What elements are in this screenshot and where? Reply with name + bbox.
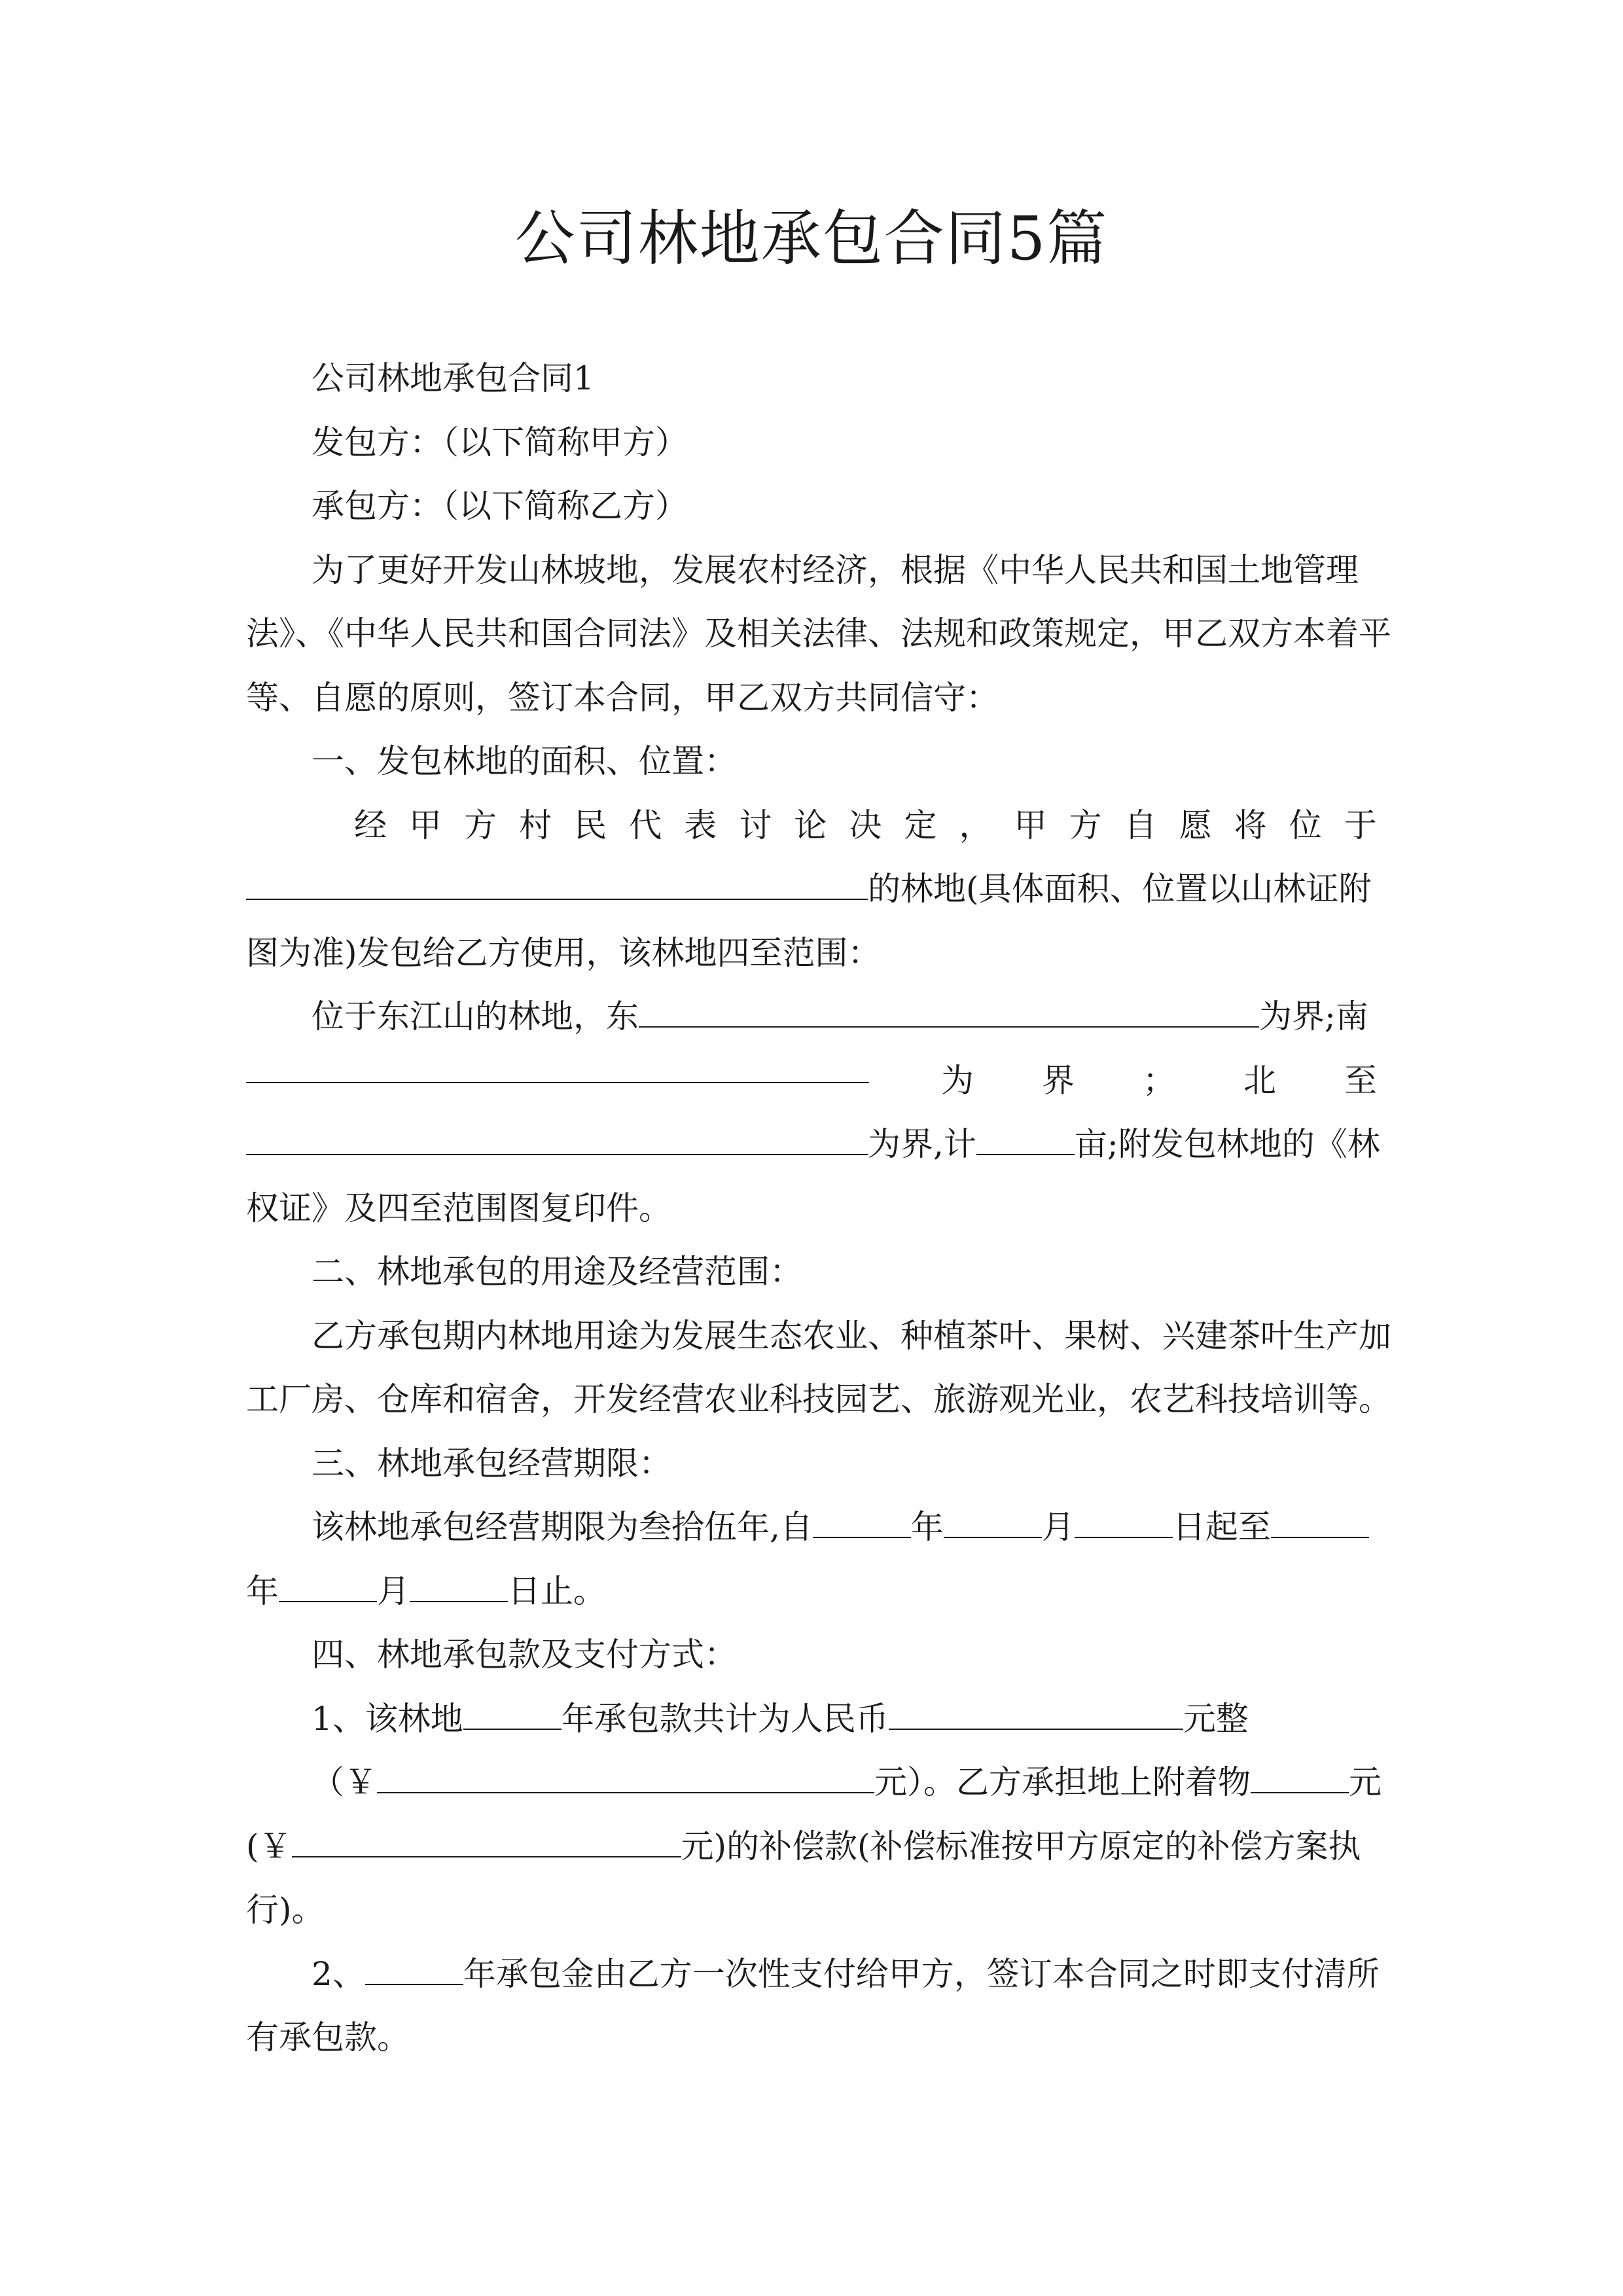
payment-line-6: 有承包款。 bbox=[246, 2018, 410, 2056]
item1-prefix: 1、该林地 bbox=[312, 1699, 463, 1738]
contract-heading: 公司林地承包合同1 bbox=[312, 359, 594, 397]
spaced-char: 甲 bbox=[409, 806, 442, 844]
spaced-char: ， bbox=[959, 806, 992, 844]
clause1-location-line bbox=[246, 857, 1377, 922]
spaced-char: 表 bbox=[684, 806, 717, 844]
spaced-char: 将 bbox=[1234, 806, 1267, 844]
location-suffix: 的林地(具体面积、位置以山林证附 bbox=[868, 870, 1372, 908]
term-prefix: 该林地承包经营期限为叁拾伍年,自 bbox=[312, 1508, 813, 1546]
yuan-label: 元 bbox=[1349, 1763, 1382, 1801]
south-spaced-text bbox=[869, 1049, 1377, 1113]
mu-suffix: 亩;附发包林地的《林 bbox=[1074, 1125, 1380, 1163]
document-title: 公司林地承包合同5篇 bbox=[514, 204, 1109, 274]
clause2-title: 二、林地承包的用途及经营范围： bbox=[312, 1253, 802, 1291]
item1-suffix: 元整 bbox=[1183, 1699, 1249, 1738]
contract-body bbox=[246, 347, 1391, 2070]
comp-suffix: 元)的补偿款(补偿标准按甲方原定的补偿方案执 bbox=[681, 1827, 1361, 1865]
yen-open-2: (￥ bbox=[246, 1827, 292, 1865]
spaced-char: 于 bbox=[1344, 806, 1377, 844]
end-year-blank bbox=[1271, 1504, 1369, 1538]
year-label-2: 年 bbox=[246, 1571, 279, 1610]
year-label: 年 bbox=[910, 1508, 944, 1546]
end-day-blank bbox=[410, 1568, 508, 1602]
party-a-line: 发包方：（以下简称甲方） bbox=[312, 423, 688, 461]
location-blank bbox=[246, 866, 868, 900]
spaced-char: 自 bbox=[1124, 806, 1157, 844]
spaced-char: 至 bbox=[1344, 1061, 1377, 1100]
bound-south-line bbox=[246, 1049, 1377, 1113]
item2-prefix: 2、 bbox=[312, 1954, 365, 1993]
item2-years-blank bbox=[365, 1951, 463, 1985]
east-blank bbox=[639, 994, 1259, 1028]
bound-east-line bbox=[246, 985, 1377, 1049]
east-suffix: 为界;南 bbox=[1259, 997, 1368, 1035]
spaced-text bbox=[354, 794, 1377, 858]
party-b-line: 承包方：（以下简称乙方） bbox=[312, 487, 688, 525]
day-from-label: 日起至 bbox=[1172, 1508, 1271, 1546]
start-day-blank bbox=[1075, 1504, 1173, 1538]
clause1-last-line: 权证》及四至范围图复印件。 bbox=[246, 1189, 671, 1227]
item1-close: 元）。乙方承担地上附着物 bbox=[874, 1763, 1251, 1801]
spaced-char: 位 bbox=[1289, 806, 1322, 844]
preamble-line-2: 法》、《中华人民共和国合同法》及相关法律、法规和政策规定，甲乙双方本着平 bbox=[246, 615, 1391, 653]
north-blank bbox=[246, 1121, 868, 1155]
spaced-char: 论 bbox=[794, 806, 827, 844]
item1-mid: 年承包款共计为人民币 bbox=[561, 1699, 889, 1738]
clause4-title: 四、林地承包款及支付方式： bbox=[312, 1636, 737, 1674]
item2-suffix: 年承包金由乙方一次性支付给甲方，签订本合同之时即支付清所 bbox=[463, 1954, 1380, 1993]
spaced-char: 甲 bbox=[1014, 806, 1047, 844]
payment-line-4: 行)。 bbox=[246, 1891, 325, 1929]
clause1-title: 一、发包林地的面积、位置： bbox=[312, 742, 737, 780]
clause2-line-1: 乙方承包期内林地用途为发展生态农业、种植茶叶、果树、兴建茶叶生产加 bbox=[312, 1316, 1391, 1355]
payment-line-3 bbox=[246, 1815, 1377, 1879]
preamble-line-3: 等、自愿的原则，签订本合同，甲乙双方共同信守： bbox=[246, 678, 999, 717]
spaced-char: 讨 bbox=[739, 806, 772, 844]
spaced-char: 村 bbox=[519, 806, 552, 844]
spaced-char: 方 bbox=[1069, 806, 1102, 844]
start-year-blank bbox=[813, 1504, 911, 1538]
mu-blank bbox=[976, 1121, 1075, 1155]
payment-line-1 bbox=[246, 1687, 1377, 1751]
day-end-label: 日止。 bbox=[508, 1571, 606, 1610]
spaced-char: ； bbox=[1143, 1061, 1175, 1100]
month-label-2: 月 bbox=[377, 1571, 410, 1610]
term-line-1 bbox=[246, 1496, 1377, 1560]
compensation-blank bbox=[292, 1823, 681, 1857]
clause2-line-2: 工厂房、仓库和宿舍，开发经营农业科技园艺、旅游观光业，农艺科技培训等。 bbox=[246, 1380, 1391, 1418]
yen-amount-blank bbox=[377, 1759, 874, 1793]
payment-line-5 bbox=[246, 1943, 1380, 2007]
clause1-spaced-line bbox=[246, 794, 1377, 858]
clause1-line3: 图为准)发包给乙方使用，该林地四至范围： bbox=[246, 933, 881, 972]
bound-prefix: 位于东江山的林地，东 bbox=[312, 997, 639, 1035]
clause3-title: 三、林地承包经营期限： bbox=[312, 1444, 671, 1482]
payment-line-2 bbox=[246, 1751, 1382, 1815]
years-blank bbox=[463, 1696, 562, 1730]
start-month-blank bbox=[944, 1504, 1042, 1538]
spaced-char: 经 bbox=[354, 806, 387, 844]
spaced-char: 为 bbox=[941, 1061, 974, 1100]
term-line-2 bbox=[246, 1560, 1377, 1624]
end-month-blank bbox=[279, 1568, 377, 1602]
month-label: 月 bbox=[1041, 1508, 1075, 1546]
spaced-char: 民 bbox=[574, 806, 607, 844]
attachment-blank bbox=[1251, 1759, 1349, 1793]
bound-north-line bbox=[246, 1113, 1380, 1177]
yen-open: （￥ bbox=[312, 1763, 377, 1801]
spaced-char: 愿 bbox=[1179, 806, 1212, 844]
spaced-char: 代 bbox=[629, 806, 662, 844]
north-suffix: 为界,计 bbox=[868, 1125, 976, 1163]
rmb-amount-blank bbox=[889, 1696, 1183, 1730]
spaced-char: 界 bbox=[1042, 1061, 1075, 1100]
preamble-line-1: 为了更好开发山林坡地，发展农村经济，根据《中华人民共和国土地管理 bbox=[312, 550, 1359, 589]
spaced-char: 北 bbox=[1243, 1061, 1276, 1100]
spaced-char: 方 bbox=[464, 806, 497, 844]
spaced-char: 决 bbox=[849, 806, 882, 844]
spaced-char: 定 bbox=[904, 806, 937, 844]
south-blank bbox=[246, 1049, 869, 1083]
